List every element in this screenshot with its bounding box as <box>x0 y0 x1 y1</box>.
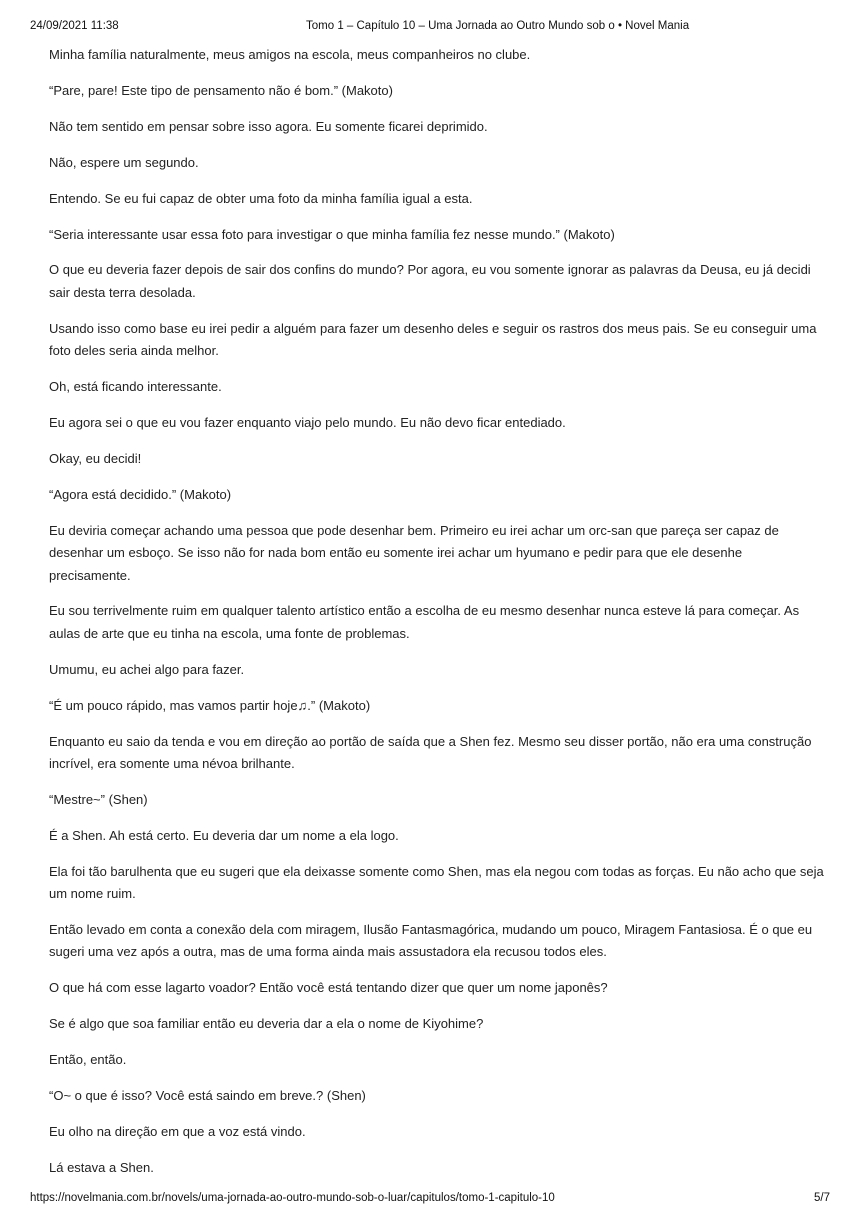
paragraph: O que há com esse lagarto voador? Então você está tentando dizer que quer um nome japonês? <box>49 980 608 996</box>
page-url: https://novelmania.com.br/novels/uma-jornada-ao-outro-mundo-sob-o-luar/capitulos/tomo-1-capitulo-10 <box>30 1192 555 1204</box>
print-datetime: 24/09/2021 11:38 <box>30 20 119 32</box>
page-title: Tomo 1 – Capítulo 10 – Uma Jornada ao Outro Mundo sob o • Novel Mania <box>306 20 690 32</box>
paragraph: “O~ o que é isso? Você está saindo em breve.? (Shen) <box>49 1088 366 1103</box>
paragraph: “Pare, pare! Este tipo de pensamento não é bom.” (Makoto) <box>49 82 393 98</box>
paragraph: Umumu, eu achei algo para fazer. <box>49 661 245 677</box>
paragraph: Entendo. Se eu fui capaz de obter uma foto da minha família igual a esta. <box>49 190 473 206</box>
paragraph: Se é algo que soa familiar então eu deveria dar a ela o nome de Kiyohime? <box>49 1016 484 1032</box>
paragraph: Eu agora sei o que eu vou fazer enquanto viajo pelo mundo. Eu não devo ficar entediado. <box>49 414 566 430</box>
paragraph: Lá estava a Shen. <box>49 1159 154 1175</box>
paragraph: “Seria interessante usar essa foto para investigar o que minha família fez nesse mundo.” (Makoto) <box>49 226 615 242</box>
paragraph: Não, espere um segundo. <box>49 154 199 170</box>
paragraph: É a Shen. Ah está certo. Eu deveria dar um nome a ela logo. <box>49 827 399 843</box>
paragraph: Oh, está ficando interessante. <box>49 379 222 395</box>
paragraph: Enquanto eu saio da tenda e vou em direção ao portão de saída que a Shen fez. Mesmo seu disser portão, não era uma construção incrível, era somente uma névoa brilhante. <box>49 733 812 771</box>
paragraph: “Mestre~” (Shen) <box>49 791 148 807</box>
paragraph: Ela foi tão barulhenta que eu sugeri que ela deixasse somente como Shen, mas ela negou com todas as forças. Eu não acho que seja um nome ruim. <box>49 863 824 902</box>
paragraph: O que eu deveria fazer depois de sair dos confins do mundo? Por agora, eu vou somente ignorar as palavras da Deusa, eu já decidi sair desta terra desolada. <box>49 262 811 300</box>
paragraph: Minha família naturalmente, meus amigos na escola, meus companheiros no clube. <box>49 47 531 62</box>
paragraph: Então levado em conta a conexão dela com miragem, Ilusão Fantasmagórica, mudando um pouco, Miragem Fantasiosa. É o que eu sugeri uma vez após a outra, mas de uma forma ainda mais assustadora ela recusou todos eles. <box>49 921 813 960</box>
paragraph: Usando isso como base eu irei pedir a alguém para fazer um desenho deles e seguir os rastros dos meus pais. Se eu conseguir uma foto deles seria ainda melhor. <box>49 320 817 359</box>
paragraph: Eu sou terrivelmente ruim em qualquer talento artístico então a escolha de eu mesmo desenhar nunca esteve lá para começar. As aulas de arte que eu tinha na escola, uma fonte de problemas. <box>49 603 800 641</box>
paragraph: Eu deviria começar achando uma pessoa que pode desenhar bem. Primeiro eu irei achar um orc-san que pareça ser capaz de desenhar um esboço. Se isso não for nada bom então eu somente irei achar um hyumano e pedir para que ele desenhe precisamente. <box>49 522 779 583</box>
paragraph: “Agora está decidido.” (Makoto) <box>49 486 232 502</box>
paragraph: Okay, eu decidi! <box>49 450 142 466</box>
paragraph: “É um pouco rápido, mas vamos partir hoje♫.” (Makoto) <box>49 697 371 713</box>
chapter-text <box>49 44 824 1193</box>
page-number: 5/7 <box>814 1192 830 1204</box>
paragraph: Eu olho na direção em que a voz está vindo. <box>49 1123 306 1139</box>
paragraph: Não tem sentido em pensar sobre isso agora. Eu somente ficarei deprimido. <box>49 118 488 134</box>
paragraph: Então, então. <box>49 1052 127 1068</box>
